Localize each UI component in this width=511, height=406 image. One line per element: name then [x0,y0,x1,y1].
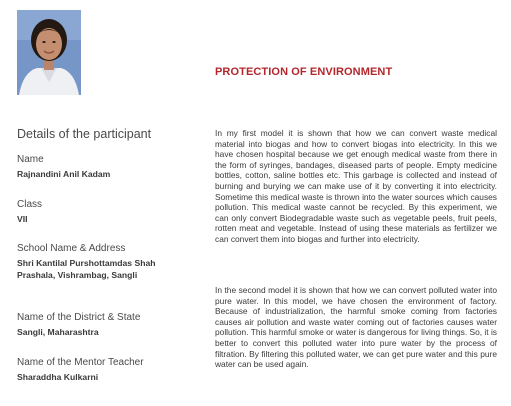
field-label: Name [17,154,44,165]
field-label: Class [17,199,43,210]
body-paragraph-first-model: In my first model it is shown that how we can convert waste medical material into biogas and how to convert biogas into electricity. In this we have chosen hospital because we get enough medical waste from there in the form of syringes, bandages, diseased parts of people. Empty medicine bottles, cotton, saline bottles etc. This garbage is collected and instead of burning and burying we can make use of it by converting it into electricity. Sometime this medical waste is thrown into the water sources which causes pollution. This medical waste cannot be recycled. By this experiment, we can only convert Biodegradable waste such as vegetable peels, fruit peels, rotten meat and vegetable. Instead of using these materials as fertilizer we can convert them into biogas and further into electricity. [215,128,497,244]
body-paragraph-second-model: In the second model it is shown that how we can convert polluted water into pure water. In this model, we have chosen the environment of factory. Because of industrialization, the harmful smoke coming from factories causes air pollution and waste water coming out of factories causes water pollution. This harmful smoke or water is dangerous for living things. So, it is better to convert this polluted water into pure water by the process of filtration. By filtering this polluted water, we can get pure water and this pure water can be used again. [215,285,497,370]
mentor-teacher-field [17,357,207,383]
participant-details-heading: Details of the participant [17,127,152,141]
field-value: Sharaddha Kulkarni [17,372,99,382]
field-label: Name of the District & State [17,312,141,323]
participant-photo [17,10,81,95]
field-value: Rajnandini Anil Kadam [17,169,111,179]
participant-portrait-image [17,10,81,95]
participant-name-field [17,154,207,180]
school-address-field [17,243,207,281]
field-label: School Name & Address [17,243,126,254]
field-label: Name of the Mentor Teacher [17,357,144,368]
field-value: Shri Kantilal Purshottamdas Shah Prashala, Vishrambag, Sangli [17,258,156,280]
field-value: VII [17,214,28,224]
field-value: Sangli, Maharashtra [17,327,99,337]
participant-class-field [17,199,207,225]
article-title: PROTECTION OF ENVIRONMENT [215,66,393,78]
district-state-field [17,312,207,338]
